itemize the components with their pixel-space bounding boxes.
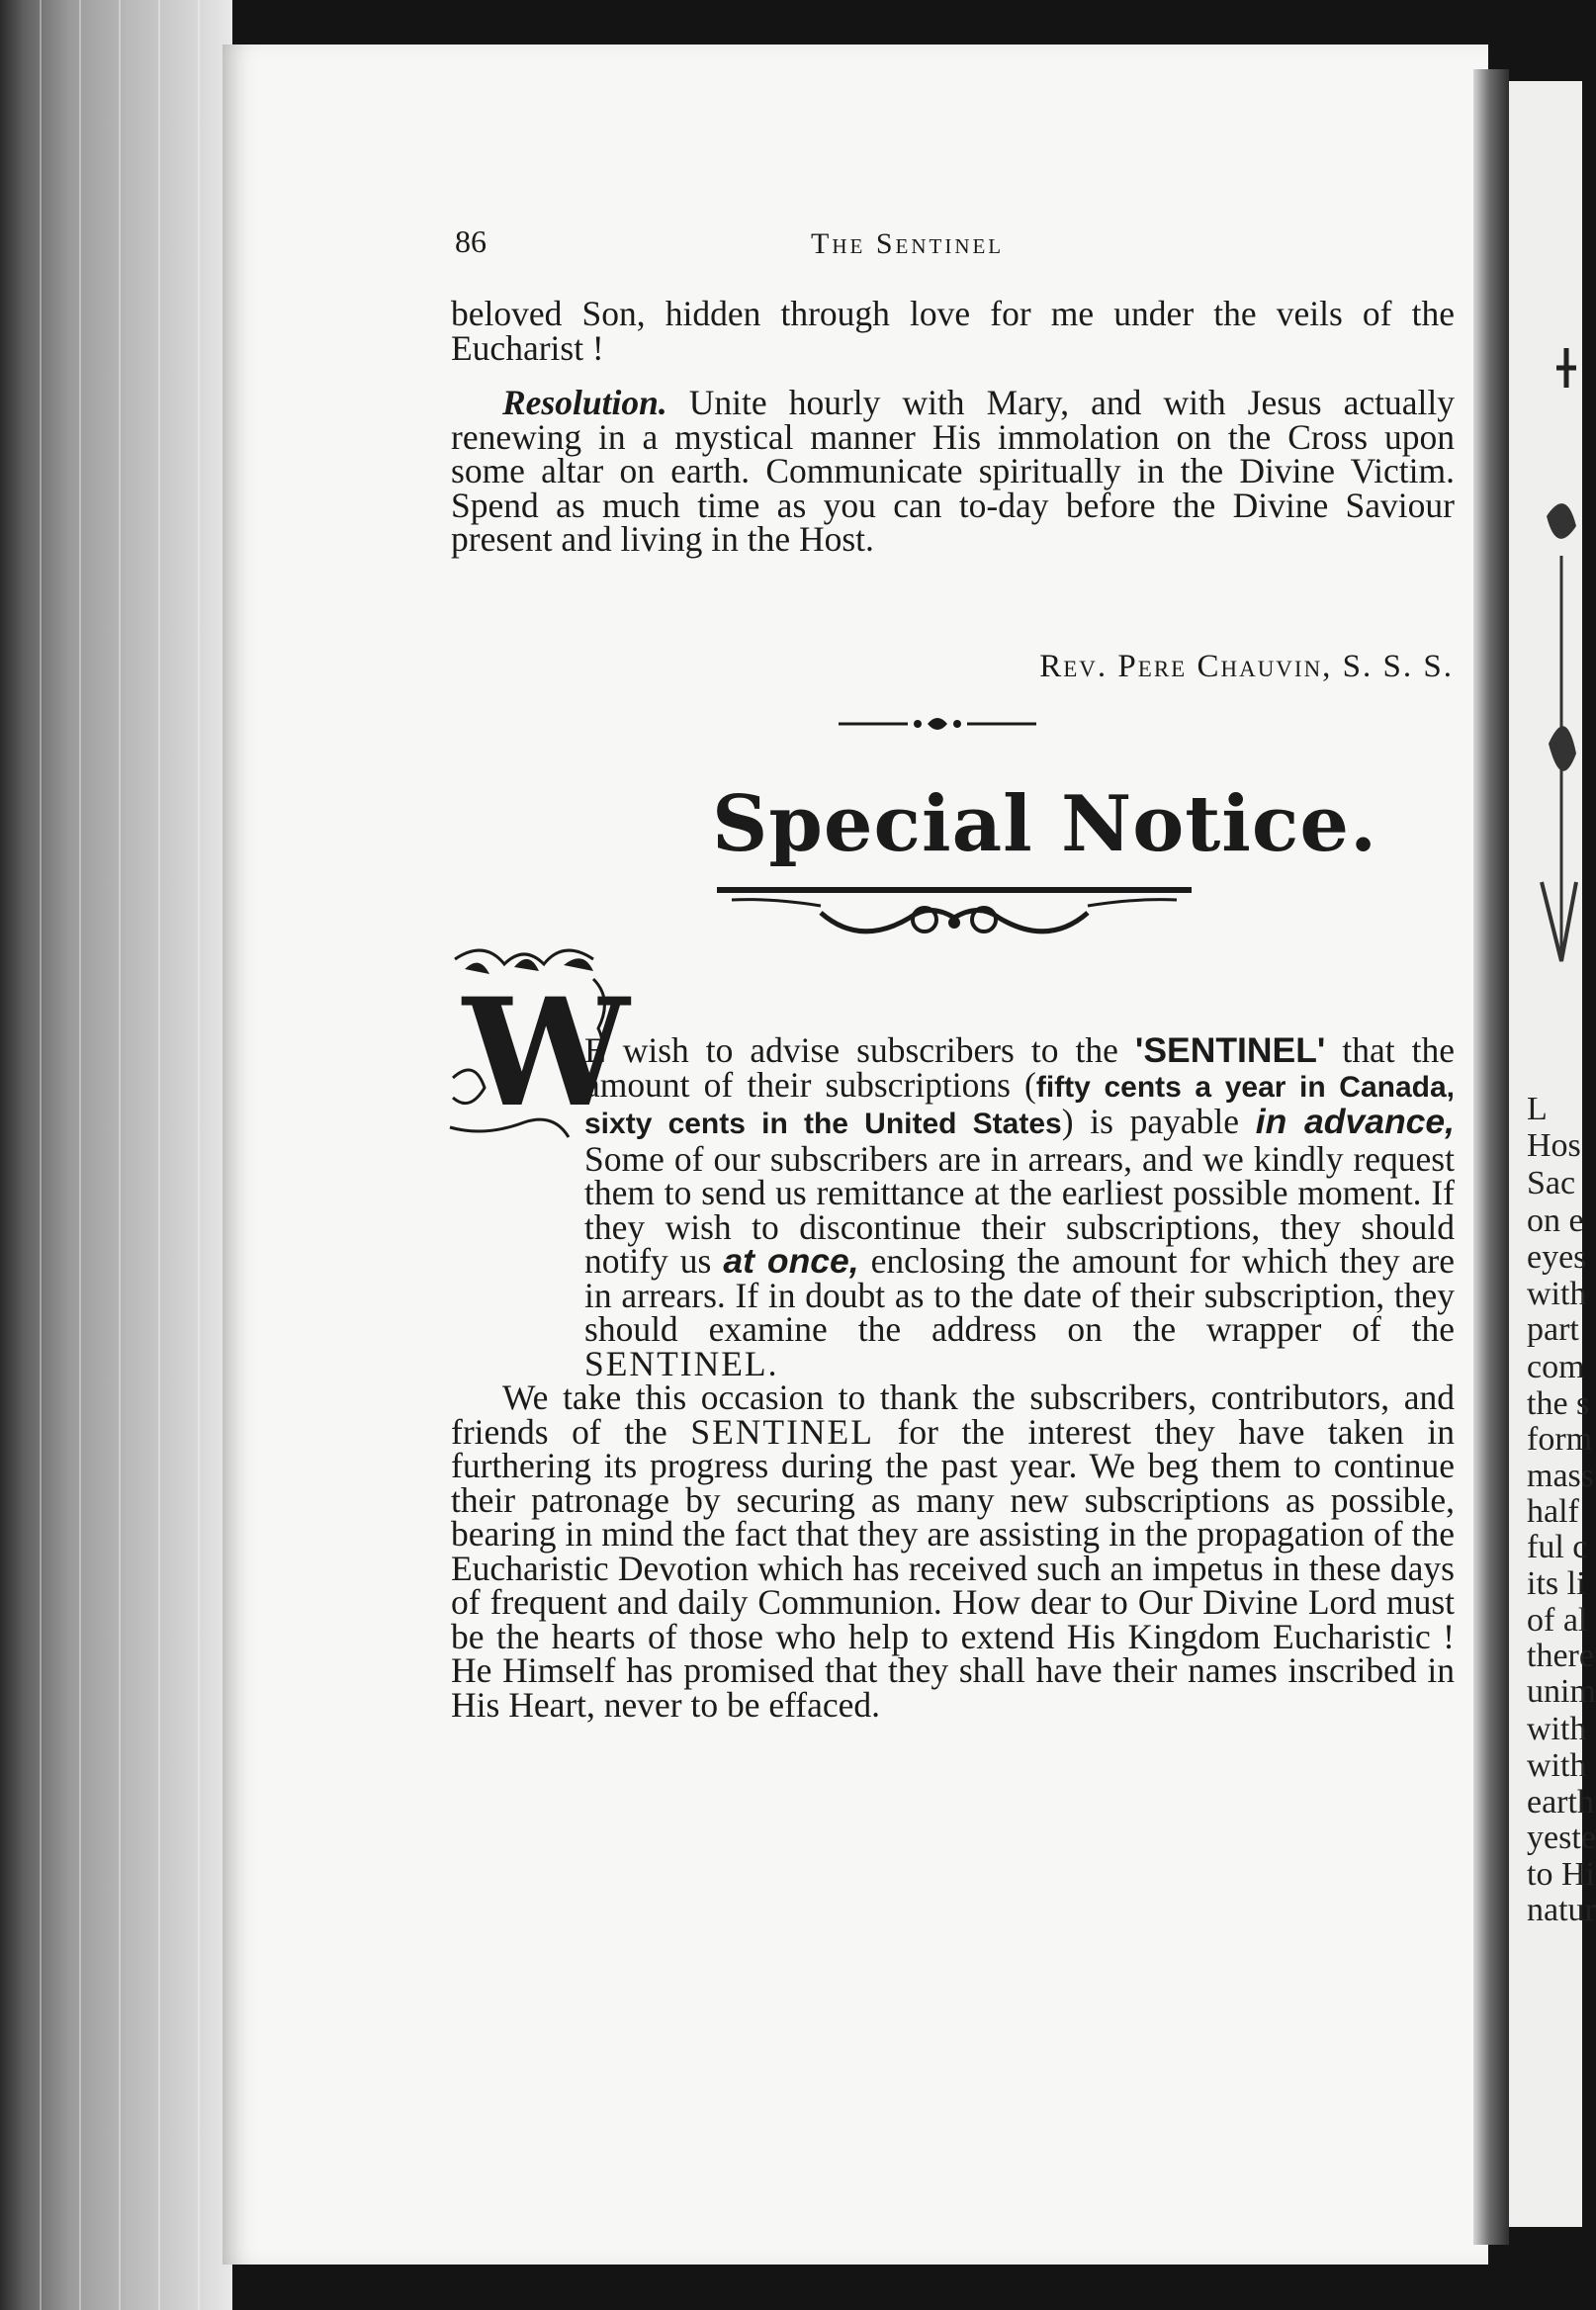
subscription-price: fifty cents a year in Canada, sixty cents in the United States [584,1070,1455,1140]
resolution-label: Resolution. [502,383,667,422]
facing-line: Hos [1527,1127,1581,1164]
facing-line: earth [1527,1784,1594,1821]
page-number: 86 [455,223,487,259]
facing-line: on e [1527,1202,1584,1239]
facing-line: com [1527,1349,1585,1385]
text-run: that the amount of their subscriptions ( [584,1030,1456,1105]
facing-line: yeste [1527,1820,1596,1856]
facing-line: to Hi [1527,1856,1595,1893]
meditation-paragraph [451,294,1455,368]
page-edge-stack [0,0,232,2310]
text-run: E wish to advise subscribers to the [584,1030,1118,1070]
facing-line: ful c [1527,1529,1588,1565]
emphasis-in-advance: in advance, [1255,1102,1456,1141]
sentinel-name: SENTINEL. [584,1343,779,1383]
facing-line: with [1527,1711,1587,1747]
drop-cap-letter: W [463,966,630,1140]
paragraph-text: beloved Son, hidden through love for me under the veils of the Eucharist ! [451,294,1455,368]
facing-line: there [1527,1638,1594,1674]
notice-paragraph-2 [451,1377,1456,1725]
text-run: for the interest they have taken in furthering its progress during the past year. We beg them to continue their patronage by securing as many new subscriptions as possible, bearing in mind the fact that they are assisting in the propagation of the Eucharistic Devotion which has received such an impetus in these days of frequent and daily Communion. How dear to Our Divine Lord must be the hearts of those who help to extend His Kingdom Eucharistic ! He Himself has promised that they shall have their names inscribed in His Heart, never to be effaced. [451,1411,1456,1725]
book-gutter [1473,69,1509,2245]
notice-paragraph-1 [451,1030,1456,1383]
facing-line: half [1527,1493,1579,1530]
facing-line: natur [1527,1892,1596,1928]
text-run: We take this occasion to thank the subscribers, contributors, and friends of the [451,1377,1455,1452]
author-signature: Rev. Pere Chauvin, S. S. S. [1039,649,1454,684]
facing-line: with [1527,1276,1587,1312]
facing-line: the s [1527,1385,1590,1422]
sentinel-name: SENTINEL [690,1411,874,1452]
facing-line: of al [1527,1602,1588,1639]
text-run: enclosing the amount for which they are in arrears. If in doubt as to the date of their subscription, they should examine the address on the wrapper of the [584,1241,1456,1349]
notice-title: Special Notice. [712,779,1378,869]
sentinel-name: 'SENTINEL' [1134,1030,1326,1070]
resolution-paragraph [451,383,1456,559]
facing-line: mass [1527,1458,1594,1494]
text-run: Some of our subscribers are in arrears, and we kindly request them to send us remittance at the earliest possible moment. If they wish to discontinue their subscriptions, they should notify us [584,1138,1455,1281]
title-flourish-icon [712,878,1197,947]
facing-page-ornament-icon [1537,328,1576,991]
facing-line: its li [1527,1565,1586,1602]
text-run: ) is payable [1061,1102,1240,1141]
facing-line: with [1527,1747,1587,1784]
facing-line: L [1527,1091,1548,1127]
facing-line: form [1527,1421,1593,1458]
facing-line: unim [1527,1673,1596,1710]
running-head: The Sentinel [811,227,1005,260]
emphasis-at-once: at once, [723,1241,859,1281]
resolution-text: Unite hourly with Mary, and with Jesus actually renewing in a mystical manner His immolation on the Cross upon some altar on earth. Communicate spiritually in the Divine Victim. Spend as much time as you can to-day before the Divine Saviour present and living in the Host. [451,383,1456,559]
notice-body [451,1030,1456,1725]
facing-line: eyes [1527,1239,1587,1276]
section-divider-icon [839,712,1036,736]
facing-line: part [1527,1311,1579,1348]
facing-page [1509,81,1596,2227]
facing-line: Sac [1527,1165,1576,1201]
